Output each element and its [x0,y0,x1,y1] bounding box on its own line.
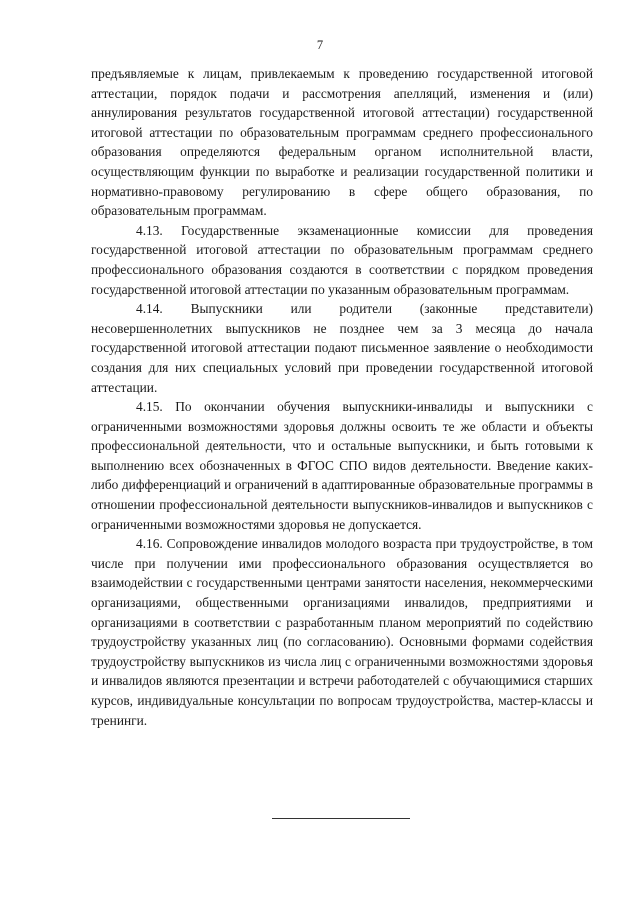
document-body [91,64,593,730]
end-of-page-divider [272,818,410,819]
paragraph-4-16: 4.16. Сопровождение инвалидов молодого возраста при трудоустройстве, в том числе при получении ими профессионального образования осуществляется во взаимодействии с государственными центрами занятости населения, некоммерческими организациями, общественными организациями инвалидов, предприятиями и организациями в соответствии с разработанным планом мероприятий по содействию трудоустройству указанных лиц (по согласованию). Основными формами содействия трудоустройству выпускников из числа лиц с ограниченными возможностями здоровья и инвалидов являются презентации и встречи работодателей с обучающимися старших курсов, индивидуальные консультации по вопросам трудоустройства, мастер-классы и тренинги. [91,536,593,728]
paragraph-4-14: 4.14. Выпускники или родители (законные представители) несовершеннолетних выпускников не позднее чем за 3 месяца до начала государственной итоговой аттестации подают письменное заявление о необходимости создания для них специальных условий при проведении государственной итоговой аттестации. [91,301,593,395]
paragraph-4-15: 4.15. По окончании обучения выпускники-инвалиды и выпускники с ограниченными возможностями здоровья должны освоить те же области и объекты профессиональной деятельности, что и остальные выпускники, и быть готовыми к выполнению всех обозначенных в ФГОС СПО видов деятельности. Введение каких-либо дифференциаций и ограничений в адаптированные образовательные программы в отношении профессиональной деятельности выпускников-инвалидов и выпускников с ограниченными возможностями здоровья не допускается. [91,399,593,532]
paragraph-continuation: предъявляемые к лицам, привлекаемым к проведению государственной итоговой аттестации, порядок подачи и рассмотрения апелляций, изменения и (или) аннулирования результатов государственной итоговой аттестации) государственной итоговой аттестации по образовательным программам среднего профессионального образования определяются федеральным органом исполнительной власти, осуществляющим функции по выработке и реализации государственной политики и нормативно-правовому регулированию в сфере общего образования, по образовательным программам. [91,66,593,219]
page-number: 7 [316,38,324,52]
paragraph-4-13: 4.13. Государственные экзаменационные комиссии для проведения государственной итоговой аттестации по образовательным программам среднего профессионального образования создаются в соответствии с порядком проведения государственной итоговой аттестации по указанным образовательным программам. [91,222,593,297]
